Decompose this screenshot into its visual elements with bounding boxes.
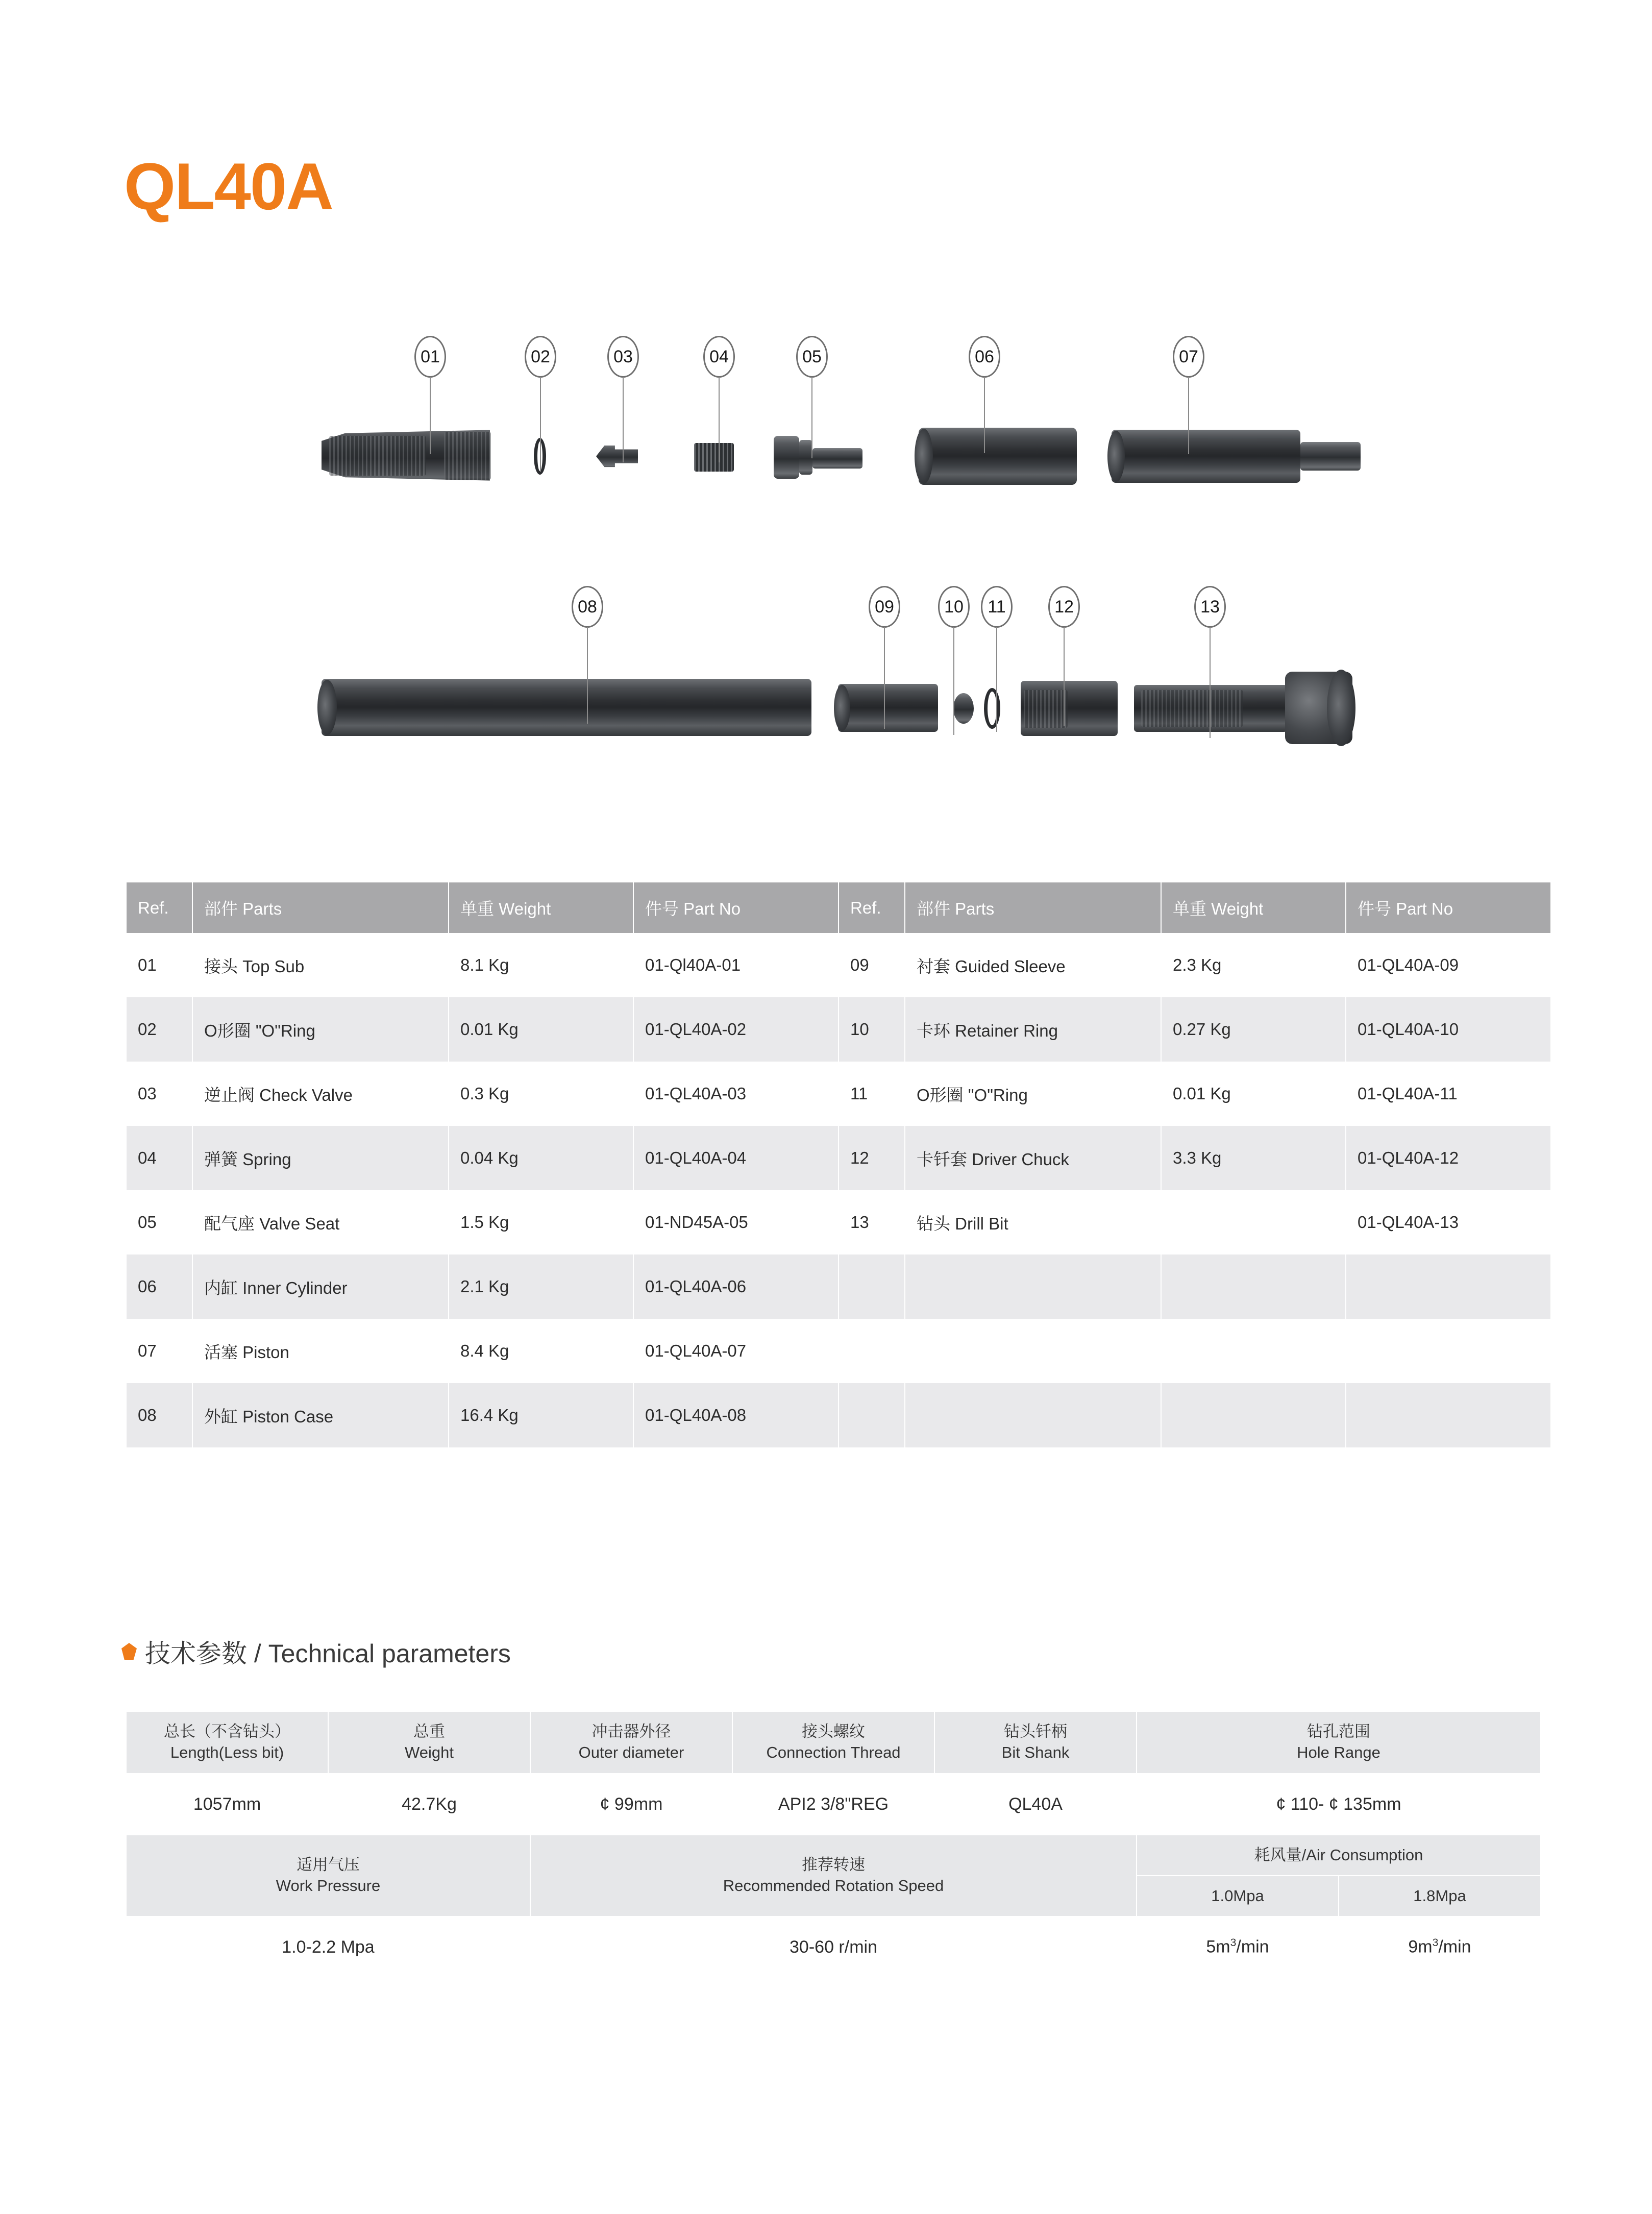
cell-ref: 07	[127, 1319, 192, 1383]
header-partno-right: 件号 Part No	[1346, 882, 1550, 933]
tech-header-work-pressure	[127, 1835, 530, 1916]
callout-05-leader	[811, 377, 812, 458]
callout-02-bubble: 02	[525, 336, 556, 378]
cell-parts: 外缸 Piston Case	[193, 1383, 448, 1447]
tech-value-weight: 42.7Kg	[329, 1774, 530, 1834]
part-graphic-07-piston-stem	[1300, 442, 1361, 471]
tech-value-hole-range: ¢ 110- ¢ 135mm	[1137, 1774, 1540, 1834]
tech-value-length: 1057mm	[127, 1774, 328, 1834]
cell-weight	[1162, 1319, 1345, 1383]
air-value-1-8-unit: /min	[1438, 1937, 1471, 1957]
part-graphic-07-piston-cap	[1107, 431, 1125, 482]
cell-ref	[839, 1319, 904, 1383]
callout-08-leader	[587, 627, 588, 724]
header-ref-right: Ref.	[839, 882, 904, 933]
part-graphic-06-end-cap	[915, 429, 933, 484]
cell-partno: 01-Ql40A-01	[634, 933, 838, 997]
tech-header-rotation-speed-en: Recommended Rotation Speed	[723, 1877, 944, 1895]
tech-subheader-1-0-mpa: 1.0Mpa	[1137, 1876, 1338, 1916]
air-value-1-0-num: 5m	[1206, 1937, 1230, 1957]
tech-value-air-1-8-mpa	[1339, 1917, 1540, 1977]
cell-partno: 01-QL40A-03	[634, 1062, 838, 1126]
air-value-1-8-sup: 3	[1432, 1937, 1439, 1949]
cell-parts: 逆止阀 Check Valve	[193, 1062, 448, 1126]
cell-weight: 0.27 Kg	[1162, 997, 1345, 1062]
table-row	[127, 1254, 1550, 1319]
cell-partno	[1346, 1254, 1550, 1319]
callout-12-leader	[1064, 627, 1065, 726]
header-ref-left: Ref.	[127, 882, 192, 933]
callout-08-bubble: 08	[572, 586, 603, 628]
tech-header-hole-range-cn: 钻孔范围	[1307, 1723, 1370, 1741]
cell-ref: 04	[127, 1126, 192, 1190]
tech-header-weight-en: Weight	[405, 1743, 454, 1761]
tech-value-connection-thread: API2 3/8"REG	[733, 1774, 934, 1834]
header-weight-right: 单重 Weight	[1162, 882, 1345, 933]
cell-parts: 接头 Top Sub	[193, 933, 448, 997]
cell-weight: 0.01 Kg	[1162, 1062, 1345, 1126]
part-graphic-04-spring	[694, 443, 734, 472]
part-graphic-08-piston-case	[322, 679, 811, 736]
part-graphic-13-splines	[1141, 690, 1243, 727]
callout-06-bubble: 06	[969, 336, 1000, 378]
diamond-bullet-icon	[121, 1643, 137, 1660]
cell-partno: 01-QL40A-08	[634, 1383, 838, 1447]
callout-13-bubble: 13	[1194, 586, 1226, 628]
cell-parts: 配气座 Valve Seat	[193, 1190, 448, 1254]
part-graphic-05-valve-seat-stem	[812, 448, 862, 469]
callout-06-leader	[984, 377, 985, 453]
part-graphic-08-end-cap	[317, 680, 337, 735]
part-graphic-12-threads	[1024, 690, 1068, 728]
tech-header-weight-cn: 总重	[413, 1723, 445, 1741]
exploded-parts-diagram	[0, 327, 1652, 750]
tech-value-air-1-0-mpa	[1137, 1917, 1338, 1977]
cell-ref: 13	[839, 1190, 904, 1254]
tech-header-hole-range	[1137, 1712, 1540, 1773]
cell-partno: 01-QL40A-09	[1346, 933, 1550, 997]
part-graphic-05-valve-seat	[774, 436, 799, 479]
header-partno-left: 件号 Part No	[634, 882, 838, 933]
technical-parameters-heading	[121, 1633, 511, 1670]
part-graphic-11-o-ring	[984, 688, 1000, 729]
table-row	[127, 997, 1550, 1062]
part-graphic-03-check-valve	[596, 444, 638, 469]
callout-04-bubble: 04	[703, 336, 735, 378]
part-graphic-06-inner-cylinder	[919, 428, 1077, 485]
cell-partno: 01-QL40A-13	[1346, 1190, 1550, 1254]
cell-ref: 08	[127, 1383, 192, 1447]
cell-partno: 01-QL40A-11	[1346, 1062, 1550, 1126]
table-row	[127, 933, 1550, 997]
tech-header-length-en: Length(Less bit)	[170, 1743, 284, 1761]
cell-parts	[905, 1319, 1161, 1383]
tech-header-work-pressure-cn: 适用气压	[297, 1856, 360, 1874]
callout-07-leader	[1188, 377, 1189, 454]
callout-05-bubble: 05	[796, 336, 828, 378]
callout-10-bubble: 10	[938, 586, 970, 628]
cell-weight: 8.1 Kg	[449, 933, 633, 997]
cell-parts: O形圈 "O"Ring	[193, 997, 448, 1062]
part-graphic-07-piston	[1112, 430, 1300, 483]
technical-parameters-heading-text: 技术参数 / Technical parameters	[145, 1639, 511, 1668]
tech-header-connection-thread-cn: 接头螺纹	[802, 1723, 865, 1741]
tech-header-connection-thread	[733, 1712, 934, 1773]
air-value-1-8-num: 9m	[1408, 1937, 1433, 1957]
cell-weight: 1.5 Kg	[449, 1190, 633, 1254]
part-graphic-05-valve-seat-collar	[799, 440, 812, 475]
parts-table-header-row	[127, 882, 1550, 933]
part-graphic-09-guided-sleeve	[838, 684, 938, 732]
tech-header-row-2	[127, 1835, 1540, 1875]
tech-header-row-1	[127, 1712, 1540, 1773]
cell-parts: 卡钎套 Driver Chuck	[905, 1126, 1161, 1190]
tech-header-rotation-speed	[531, 1835, 1136, 1916]
cell-ref: 02	[127, 997, 192, 1062]
cell-parts: 卡环 Retainer Ring	[905, 997, 1161, 1062]
cell-partno: 01-QL40A-12	[1346, 1126, 1550, 1190]
tech-header-bit-shank-cn: 钻头钎柄	[1004, 1723, 1067, 1741]
callout-11-leader	[996, 627, 997, 732]
callout-09-leader	[884, 627, 885, 729]
cell-ref: 03	[127, 1062, 192, 1126]
part-graphic-10-retainer-ring	[953, 693, 974, 724]
cell-ref	[839, 1383, 904, 1447]
tech-header-rotation-speed-cn: 推荐转速	[802, 1856, 865, 1874]
cell-parts: O形圈 "O"Ring	[905, 1062, 1161, 1126]
cell-parts: 弹簧 Spring	[193, 1126, 448, 1190]
cell-ref: 09	[839, 933, 904, 997]
table-row	[127, 1062, 1550, 1126]
part-graphic-13-bit-face	[1327, 670, 1355, 746]
tech-header-outer-diameter-en: Outer diameter	[578, 1743, 684, 1761]
header-weight-left: 单重 Weight	[449, 882, 633, 933]
callout-01-leader	[430, 377, 431, 454]
page-title: QL40A	[124, 149, 333, 224]
tech-value-bit-shank: QL40A	[935, 1774, 1136, 1834]
tech-values-row-1	[127, 1774, 1540, 1834]
cell-weight: 0.3 Kg	[449, 1062, 633, 1126]
cell-partno	[1346, 1319, 1550, 1383]
tech-header-connection-thread-en: Connection Thread	[766, 1743, 901, 1761]
tech-value-work-pressure: 1.0-2.2 Mpa	[127, 1917, 530, 1977]
cell-parts	[905, 1383, 1161, 1447]
cell-weight: 0.01 Kg	[449, 997, 633, 1062]
tech-header-length-cn: 总长（不含钻头）	[164, 1723, 290, 1741]
cell-parts: 内缸 Inner Cylinder	[193, 1254, 448, 1319]
air-value-1-0-unit: /min	[1236, 1937, 1269, 1957]
callout-12-bubble: 12	[1048, 586, 1080, 628]
cell-parts: 活塞 Piston	[193, 1319, 448, 1383]
tech-header-weight	[329, 1712, 530, 1773]
tech-header-outer-diameter	[531, 1712, 732, 1773]
tech-header-length	[127, 1712, 328, 1773]
tech-values-row-2	[127, 1917, 1540, 1977]
cell-partno: 01-QL40A-10	[1346, 997, 1550, 1062]
cell-weight	[1162, 1190, 1345, 1254]
callout-11-bubble: 11	[981, 586, 1013, 628]
callout-03-leader	[623, 377, 624, 462]
part-graphic-01-threads-2	[444, 432, 491, 480]
callout-07-bubble: 07	[1173, 336, 1204, 378]
cell-weight: 3.3 Kg	[1162, 1126, 1345, 1190]
table-row	[127, 1126, 1550, 1190]
cell-weight: 0.04 Kg	[449, 1126, 633, 1190]
callout-03-bubble: 03	[607, 336, 639, 378]
technical-parameters-table	[126, 1711, 1541, 1978]
table-row	[127, 1190, 1550, 1254]
cell-parts: 钻头 Drill Bit	[905, 1190, 1161, 1254]
tech-header-work-pressure-en: Work Pressure	[276, 1877, 381, 1895]
tech-value-rotation-speed: 30-60 r/min	[531, 1917, 1136, 1977]
cell-weight: 2.3 Kg	[1162, 933, 1345, 997]
cell-partno	[1346, 1383, 1550, 1447]
callout-10-leader	[953, 627, 954, 735]
tech-header-bit-shank-en: Bit Shank	[1001, 1743, 1070, 1761]
cell-weight: 8.4 Kg	[449, 1319, 633, 1383]
header-parts-right: 部件 Parts	[905, 882, 1161, 933]
tech-header-hole-range-en: Hole Range	[1297, 1743, 1380, 1761]
tech-header-outer-diameter-cn: 冲击器外径	[591, 1723, 671, 1741]
tech-header-air-consumption: 耗风量/Air Consumption	[1137, 1835, 1540, 1875]
cell-partno: 01-ND45A-05	[634, 1190, 838, 1254]
cell-parts: 衬套 Guided Sleeve	[905, 933, 1161, 997]
header-parts-left: 部件 Parts	[193, 882, 448, 933]
cell-ref: 12	[839, 1126, 904, 1190]
cell-parts	[905, 1254, 1161, 1319]
cell-partno: 01-QL40A-06	[634, 1254, 838, 1319]
cell-partno: 01-QL40A-07	[634, 1319, 838, 1383]
callout-02-leader	[540, 377, 541, 472]
cell-weight	[1162, 1254, 1345, 1319]
cell-weight	[1162, 1383, 1345, 1447]
cell-partno: 01-QL40A-04	[634, 1126, 838, 1190]
cell-ref: 05	[127, 1190, 192, 1254]
callout-13-leader	[1210, 627, 1211, 738]
part-graphic-01-threads	[329, 436, 426, 476]
callout-04-leader	[719, 377, 720, 462]
cell-weight: 16.4 Kg	[449, 1383, 633, 1447]
cell-ref: 10	[839, 997, 904, 1062]
cell-ref: 11	[839, 1062, 904, 1126]
table-row	[127, 1383, 1550, 1447]
parts-list-table	[126, 882, 1551, 1447]
callout-09-bubble: 09	[869, 586, 900, 628]
tech-value-outer-diameter: ¢ 99mm	[531, 1774, 732, 1834]
cell-weight: 2.1 Kg	[449, 1254, 633, 1319]
cell-ref	[839, 1254, 904, 1319]
tech-subheader-1-8-mpa: 1.8Mpa	[1339, 1876, 1540, 1916]
callout-01-bubble: 01	[414, 336, 446, 378]
tech-header-bit-shank	[935, 1712, 1136, 1773]
cell-ref: 06	[127, 1254, 192, 1319]
air-value-1-0-sup: 3	[1230, 1937, 1237, 1949]
cell-partno: 01-QL40A-02	[634, 997, 838, 1062]
table-row	[127, 1319, 1550, 1383]
part-graphic-09-end-cap	[834, 685, 850, 731]
cell-ref: 01	[127, 933, 192, 997]
